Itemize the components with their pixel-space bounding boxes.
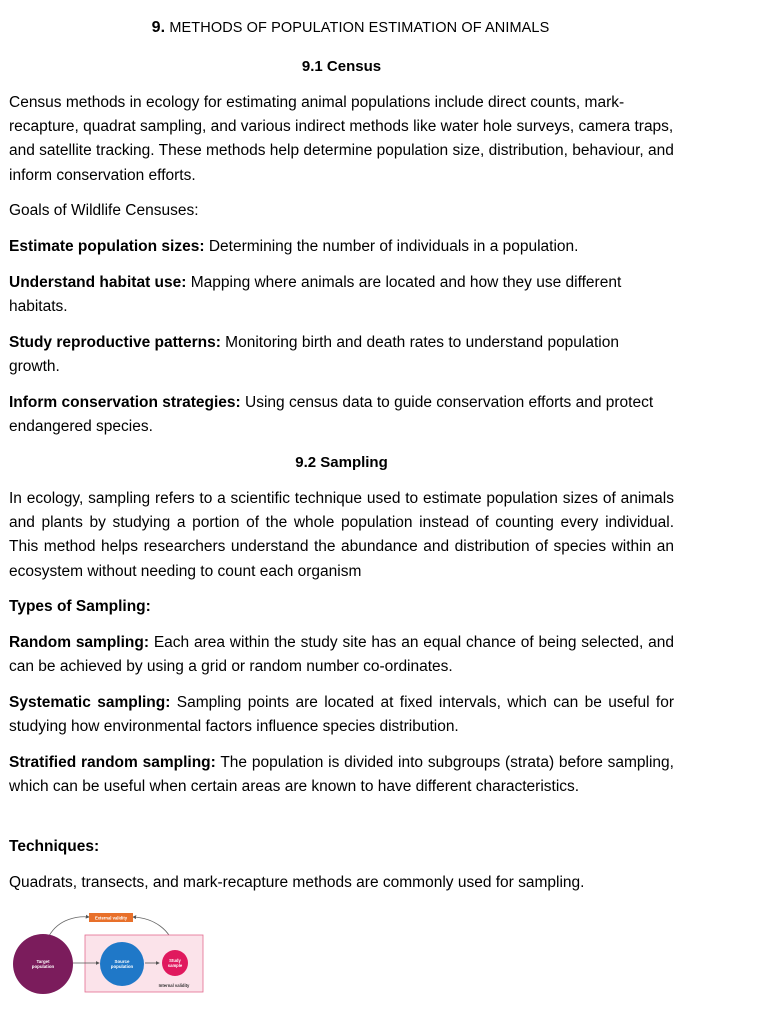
goal-desc: Mapping where animals are located and how they use different habitats.: [9, 274, 622, 316]
title-text: METHODS OF POPULATION ESTIMATION OF ANIMALS: [169, 20, 550, 36]
goal-item: [9, 331, 674, 379]
source-population-label-line2: population: [110, 964, 134, 969]
type-term: Systematic sampling:: [9, 694, 171, 711]
goals-label: Goals of Wildlife Censuses:: [9, 202, 199, 219]
types-label: Types of Sampling:: [9, 598, 151, 615]
source-population-label-line1: Source: [114, 959, 130, 964]
type-desc: Sampling points are located at fixed intervals, which can be useful for studying how environmental factors influence species distribution.: [9, 694, 674, 736]
page-title: [9, 19, 692, 37]
target-population-label-line2: population: [31, 964, 55, 969]
census-intro: Census methods in ecology for estimating animal populations include direct counts, mark-recapture, quadrat sampling, and various indirect methods like water hole surveys, camera traps, and satellite tracking. These methods help determine population size, distribution, behaviour, and inform conservation efforts.: [9, 94, 674, 184]
external-validity-label: External validity: [94, 915, 128, 921]
goal-term: Estimate population sizes:: [9, 238, 205, 255]
target-population-label-line1: Target: [36, 959, 50, 964]
internal-validity-label: Internal validity: [158, 983, 190, 988]
type-desc: The population is divided into subgroups (strata) before sampling, which can be useful when certain areas are known to have different characteristics.: [9, 754, 674, 796]
goal-term: Inform conservation strategies:: [9, 394, 241, 411]
study-sample-label-line2: sample: [167, 963, 183, 968]
title-number: 9.: [151, 19, 166, 36]
goal-item: [9, 271, 674, 319]
census-heading: 9.1 Census: [301, 58, 382, 75]
goal-desc: Determining the number of individuals in a population.: [204, 238, 579, 255]
goal-item: [9, 235, 674, 259]
goal-desc: Monitoring birth and death rates to understand population growth.: [9, 334, 619, 376]
goal-item: [9, 391, 674, 439]
goal-desc: Using census data to guide conservation efforts and protect endangered species.: [9, 394, 654, 436]
techniques-text: Quadrats, transects, and mark-recapture methods are commonly used for sampling.: [9, 874, 585, 891]
study-sample-label-line1: Study: [169, 958, 181, 963]
type-term: Stratified random sampling:: [9, 754, 216, 771]
sampling-intro: In ecology, sampling refers to a scientific technique used to estimate population sizes of animals and plants by studying a portion of the whole population instead of counting every individual. This method helps researchers understand the abundance and distribution of species within an ecosystem without needing to count each organism: [9, 490, 674, 580]
type-term: Random sampling:: [9, 634, 150, 651]
sampling-type-item: [9, 751, 674, 799]
validity-diagram: [9, 908, 209, 998]
sampling-type-item: [9, 631, 674, 679]
goal-term: Study reproductive patterns:: [9, 334, 221, 351]
external-validity-arrow-left: [49, 917, 89, 936]
sampling-type-item: [9, 691, 674, 739]
goal-term: Understand habitat use:: [9, 274, 187, 291]
type-desc: Each area within the study site has an equal chance of being selected, and can be achieved by using a grid or random number co-ordinates.: [9, 634, 674, 676]
sampling-heading: 9.2 Sampling: [295, 454, 388, 471]
techniques-label: Techniques:: [9, 838, 100, 855]
